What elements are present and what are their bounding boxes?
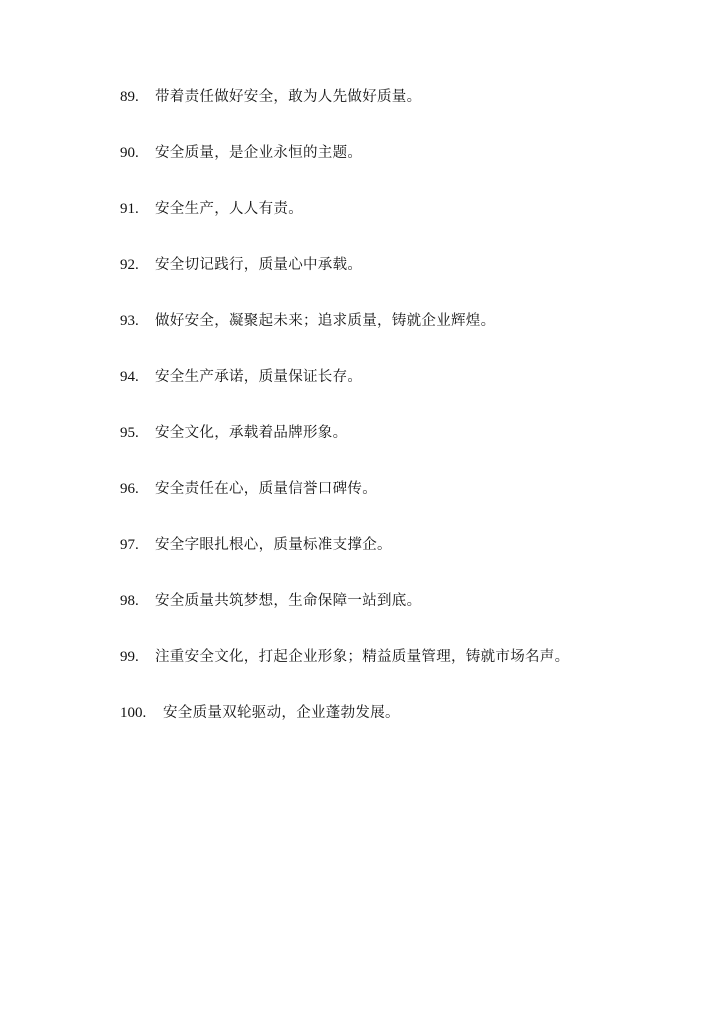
item-text: 安全质量，是企业永恒的主题。 xyxy=(155,145,363,161)
item-text: 安全切记践行，质量心中承载。 xyxy=(155,257,363,273)
item-number: 94. xyxy=(120,369,139,385)
item-text: 带着责任做好安全，敢为人先做好质量。 xyxy=(155,89,422,105)
item-number: 95. xyxy=(120,425,139,441)
item-text: 安全质量共筑梦想，生命保障一站到底。 xyxy=(155,593,422,609)
slogan-list xyxy=(120,86,569,758)
list-item xyxy=(120,534,569,590)
list-item xyxy=(120,590,569,646)
item-number: 96. xyxy=(120,481,139,497)
list-item xyxy=(120,198,569,254)
item-text: 安全质量双轮驱动，企业蓬勃发展。 xyxy=(163,705,400,721)
item-text: 安全生产，人人有责。 xyxy=(155,201,303,217)
item-number: 92. xyxy=(120,257,139,273)
list-item xyxy=(120,366,569,422)
list-item xyxy=(120,478,569,534)
item-text: 做好安全，凝聚起未来；追求质量，铸就企业辉煌。 xyxy=(155,313,496,329)
item-number: 89. xyxy=(120,89,139,105)
item-number: 98. xyxy=(120,593,139,609)
list-item xyxy=(120,702,569,758)
item-number: 91. xyxy=(120,201,139,217)
item-text: 安全生产承诺，质量保证长存。 xyxy=(155,369,363,385)
item-text: 安全责任在心，质量信誉口碑传。 xyxy=(155,481,377,497)
list-item xyxy=(120,646,569,702)
list-item xyxy=(120,422,569,478)
item-text: 注重安全文化，打起企业形象；精益质量管理，铸就市场名声。 xyxy=(155,649,570,665)
item-number: 93. xyxy=(120,313,139,329)
item-number: 100. xyxy=(120,705,147,721)
item-number: 99. xyxy=(120,649,139,665)
item-number: 90. xyxy=(120,145,139,161)
list-item xyxy=(120,254,569,310)
item-number: 97. xyxy=(120,537,139,553)
item-text: 安全文化，承载着品牌形象。 xyxy=(155,425,348,441)
item-text: 安全字眼扎根心，质量标准支撑企。 xyxy=(155,537,392,553)
list-item xyxy=(120,310,569,366)
list-item xyxy=(120,86,569,142)
list-item xyxy=(120,142,569,198)
